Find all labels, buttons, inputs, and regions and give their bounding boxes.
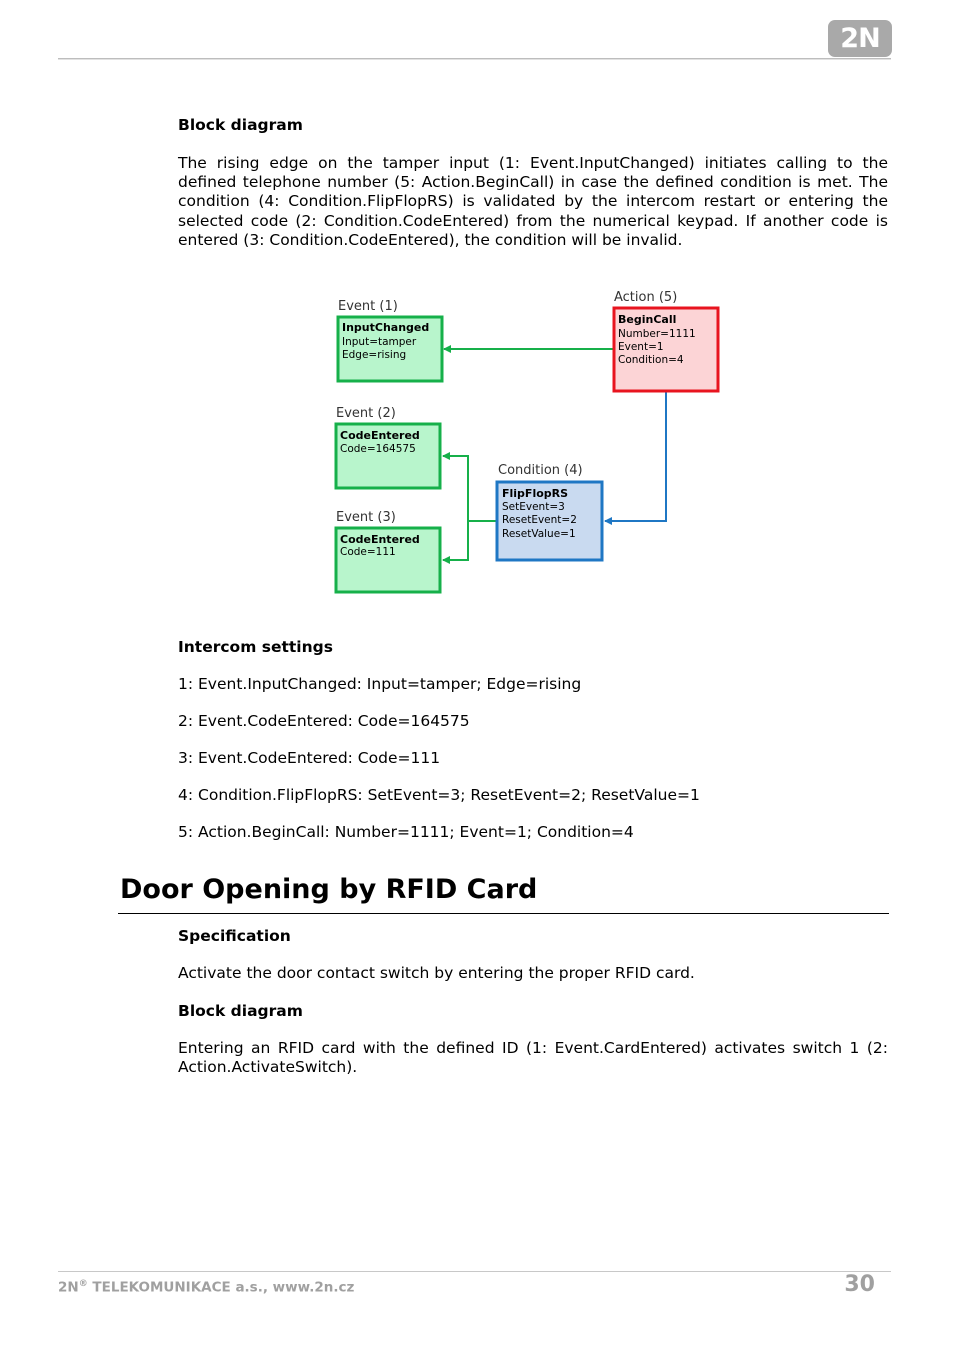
setting-1: 1: Event.InputChanged: Input=tamper; Edge=rising xyxy=(178,675,582,693)
footer-brand: 2N xyxy=(58,1279,79,1296)
event2-title: Event (2) xyxy=(336,406,396,421)
connector-condition-to-event2 xyxy=(443,456,468,521)
condition4-head: FlipFlopRS xyxy=(502,487,569,500)
condition4-line2: ResetEvent=2 xyxy=(502,514,577,526)
event1-line1: Input=tamper xyxy=(342,336,417,348)
condition4-line1: SetEvent=3 xyxy=(502,501,565,513)
action5-line1: Number=1111 xyxy=(618,328,696,340)
footer-rule xyxy=(58,1271,891,1272)
condition4-title: Condition (4) xyxy=(498,463,583,478)
event1-line2: Edge=rising xyxy=(342,349,407,361)
specification-heading: Specification xyxy=(178,927,291,945)
footer-company xyxy=(58,1279,354,1296)
action5-line2: Event=1 xyxy=(618,341,664,353)
header-rule xyxy=(58,58,891,60)
event3-title: Event (3) xyxy=(336,510,396,525)
event3-head: CodeEntered xyxy=(340,533,420,546)
action5-head: BeginCall xyxy=(618,313,677,326)
logo-text: 2N xyxy=(840,23,880,54)
section-title: Door Opening by RFID Card xyxy=(120,874,538,905)
connector-condition-to-event3 xyxy=(443,521,468,560)
block-diagram xyxy=(326,284,730,600)
setting-5: 5: Action.BeginCall: Number=1111; Event=1; Condition=4 xyxy=(178,823,634,841)
page-number: 30 xyxy=(844,1272,875,1297)
registered-mark: ® xyxy=(78,1279,88,1289)
intercom-settings-heading: Intercom settings xyxy=(178,638,333,656)
setting-3: 3: Event.CodeEntered: Code=111 xyxy=(178,749,441,767)
event1-title: Event (1) xyxy=(338,299,398,314)
setting-4: 4: Condition.FlipFlopRS: SetEvent=3; ResetEvent=2; ResetValue=1 xyxy=(178,786,700,804)
block-diagram-heading: Block diagram xyxy=(178,116,303,134)
block-diagram-heading-2: Block diagram xyxy=(178,1002,303,1020)
action5-line3: Condition=4 xyxy=(618,354,684,366)
section-title-rule xyxy=(118,913,889,914)
block-diagram-svg xyxy=(326,284,730,600)
block-diagram-description: The rising edge on the tamper input (1: Event.InputChanged) initiates calling to the defined telephone number (5: Action.BeginCall) in case the defined condition is met. The condition (4: Condition.FlipFlopRS) is validated by the intercom restart or entering the selected code (2: Condition.CodeEntered) from the numerical keypad. If another code is entered (3: Condition.CodeEntered), the condition will be invalid. xyxy=(178,154,888,249)
action5-title: Action (5) xyxy=(614,290,678,305)
2n-logo xyxy=(828,20,892,57)
event3-line1: Code=111 xyxy=(340,546,396,558)
specification-text: Activate the door contact switch by entering the proper RFID card. xyxy=(178,964,695,982)
event2-line1: Code=164575 xyxy=(340,443,416,455)
event1-head: InputChanged xyxy=(342,321,430,334)
condition4-line3: ResetValue=1 xyxy=(502,528,576,540)
connector-action-to-condition xyxy=(605,392,666,521)
event2-head: CodeEntered xyxy=(340,429,420,442)
footer-company-text: TELEKOMUNIKACE a.s., www.2n.cz xyxy=(92,1279,355,1296)
setting-2: 2: Event.CodeEntered: Code=164575 xyxy=(178,712,470,730)
block-diagram-description-2: Entering an RFID card with the defined ID (1: Event.CardEntered) activates switch 1 (2: Action.ActivateSwitch). xyxy=(178,1039,888,1077)
